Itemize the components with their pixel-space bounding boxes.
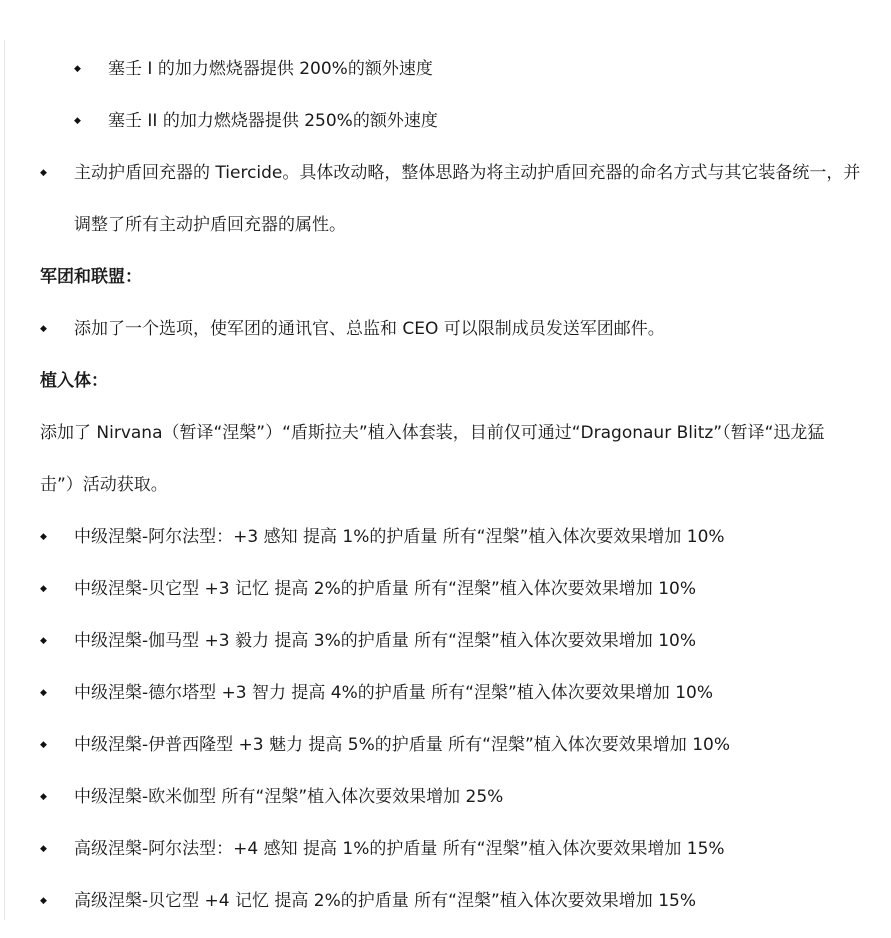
diamond-bullet-icon: ◆ xyxy=(40,168,47,178)
diamond-bullet-icon: ◆ xyxy=(40,844,47,854)
diamond-bullet-icon: ◆ xyxy=(40,324,47,334)
diamond-bullet-icon: ◆ xyxy=(40,896,47,906)
diamond-bullet-icon: ◆ xyxy=(40,636,47,646)
diamond-bullet-icon: ◆ xyxy=(74,116,81,126)
diamond-bullet-icon: ◆ xyxy=(40,792,47,802)
diamond-bullet-icon: ◆ xyxy=(74,64,81,74)
diamond-bullet-icon: ◆ xyxy=(40,740,47,750)
diamond-bullet-icon: ◆ xyxy=(40,688,47,698)
diamond-bullet-icon: ◆ xyxy=(40,532,47,542)
page-left-border xyxy=(4,40,5,920)
diamond-bullet-icon: ◆ xyxy=(40,584,47,594)
